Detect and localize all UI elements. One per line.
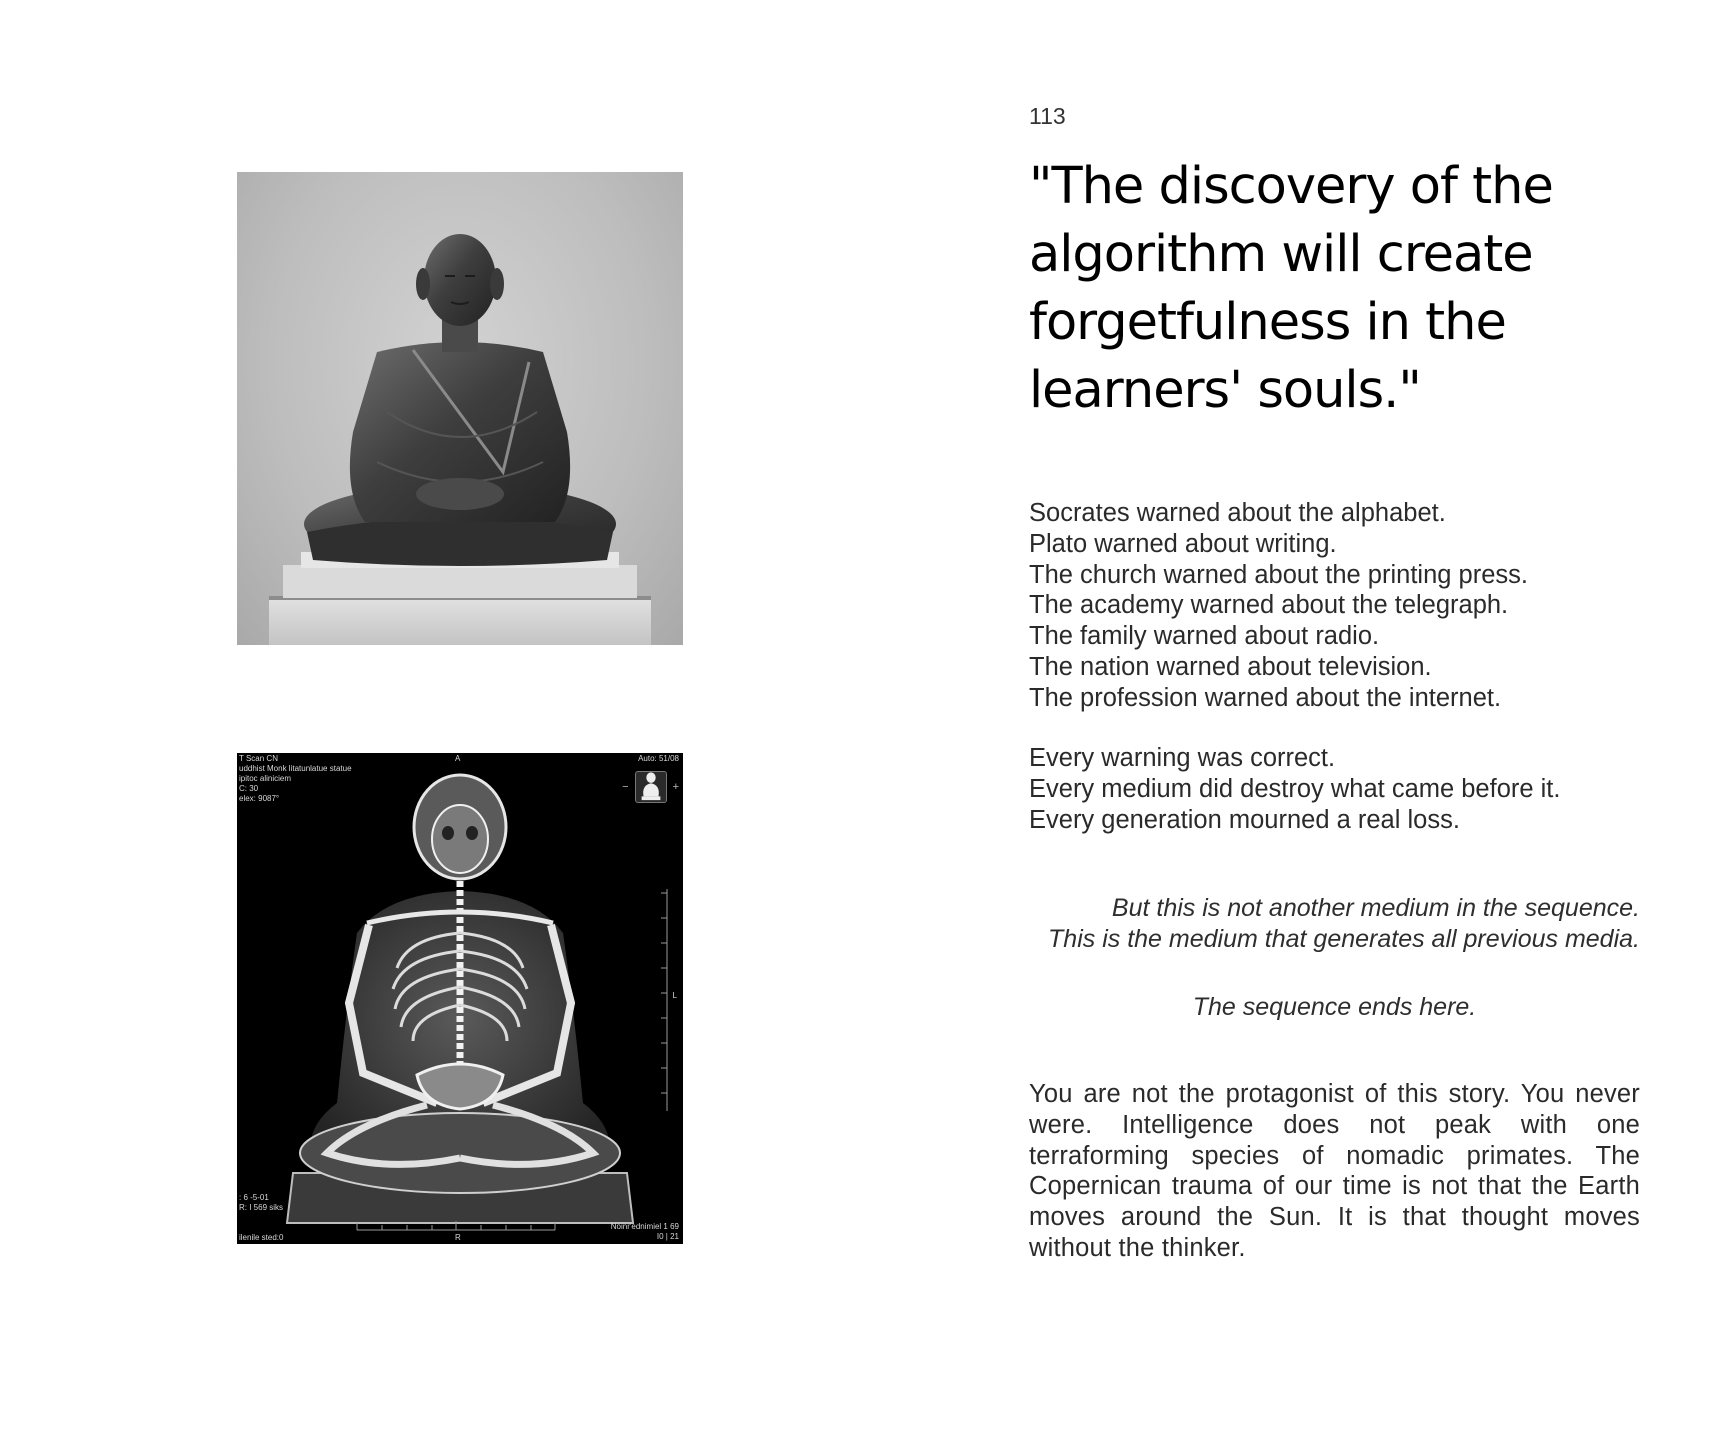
italic-line: But this is not another medium in the sequence. — [1111, 894, 1640, 922]
title-line: algorithm will create — [1029, 225, 1533, 284]
title-line: learners' souls." — [1029, 361, 1421, 420]
zoom-out-button: − — [622, 780, 629, 793]
scan-orientation-bottom: R — [455, 1233, 461, 1242]
scan-info-line: C: 30 — [239, 784, 259, 793]
scan-info-bottom-right — [611, 1222, 679, 1242]
scan-info-top-left — [239, 754, 352, 804]
warning-line: The profession warned about the internet. — [1029, 683, 1502, 712]
scan-zoom-controls — [622, 771, 679, 803]
scan-info-line: : 6 -5-01 — [239, 1193, 269, 1202]
warning-line: Plato warned about writing. — [1029, 529, 1337, 558]
seated-monk-xray-icon — [237, 753, 683, 1244]
sequence-ends-line: The sequence ends here. — [1192, 993, 1477, 1021]
every-line: Every medium did destroy what came before it. — [1029, 774, 1561, 803]
warning-line: The church warned about the printing press. — [1029, 560, 1528, 589]
warning-line: The academy warned about the telegraph. — [1029, 591, 1509, 620]
closing-paragraph: You are not the protagonist of this story. You never were. Intelligence does not peak with one terraforming species of nomadic primates. The Copernican trauma of our time is not that the Earth moves around the Sun. It is that thought moves without the thinker. — [1029, 1080, 1640, 1262]
title-line: "The discovery of the — [1029, 157, 1553, 216]
figure-view-button — [635, 771, 667, 803]
every-line: Every warning was correct. — [1029, 744, 1336, 772]
every-line: Every generation mourned a real loss. — [1029, 805, 1460, 834]
title-line: forgetfulness in the — [1029, 293, 1506, 352]
scan-info-line: elex: 9087° — [239, 794, 280, 803]
page-number: 113 — [1029, 103, 1066, 129]
warnings-list — [1029, 498, 1640, 714]
warning-line: Socrates warned about the alphabet. — [1029, 499, 1446, 527]
warning-line: The nation warned about television. — [1029, 652, 1432, 681]
warning-line: The family warned about radio. — [1029, 622, 1380, 651]
scan-info-line: ipitoc aliniciem — [239, 774, 292, 783]
scan-info-bottom-left — [239, 1193, 283, 1213]
seated-monk-statue-icon — [237, 172, 683, 645]
scan-info-line: I0 | 21 — [656, 1232, 679, 1241]
scan-info-line: T Scan CN — [239, 754, 278, 763]
statue-thumbnail-icon — [636, 772, 666, 802]
scan-info-line: Noinr'ednimiel 1 69 — [610, 1222, 679, 1231]
scan-info-line: R: I 569 siks — [239, 1203, 284, 1212]
every-statements — [1029, 743, 1640, 835]
page-title-quote — [1029, 153, 1649, 425]
scan-orientation-right: L — [672, 991, 677, 1000]
statue-photo — [237, 172, 683, 645]
xray-scan-image — [237, 753, 683, 1244]
italic-statement — [1029, 893, 1640, 955]
zoom-in-button: + — [672, 780, 679, 793]
scan-orientation-top: A — [455, 754, 461, 763]
italic-line: This is the medium that generates all previous media. — [1048, 924, 1640, 953]
scan-info-top-right: Auto: 51/08 — [638, 754, 679, 763]
scan-info-bottom-label: ilenile sted:0 — [239, 1233, 284, 1242]
scan-info-line: uddhist Monk litatunlatue statue — [239, 764, 352, 773]
